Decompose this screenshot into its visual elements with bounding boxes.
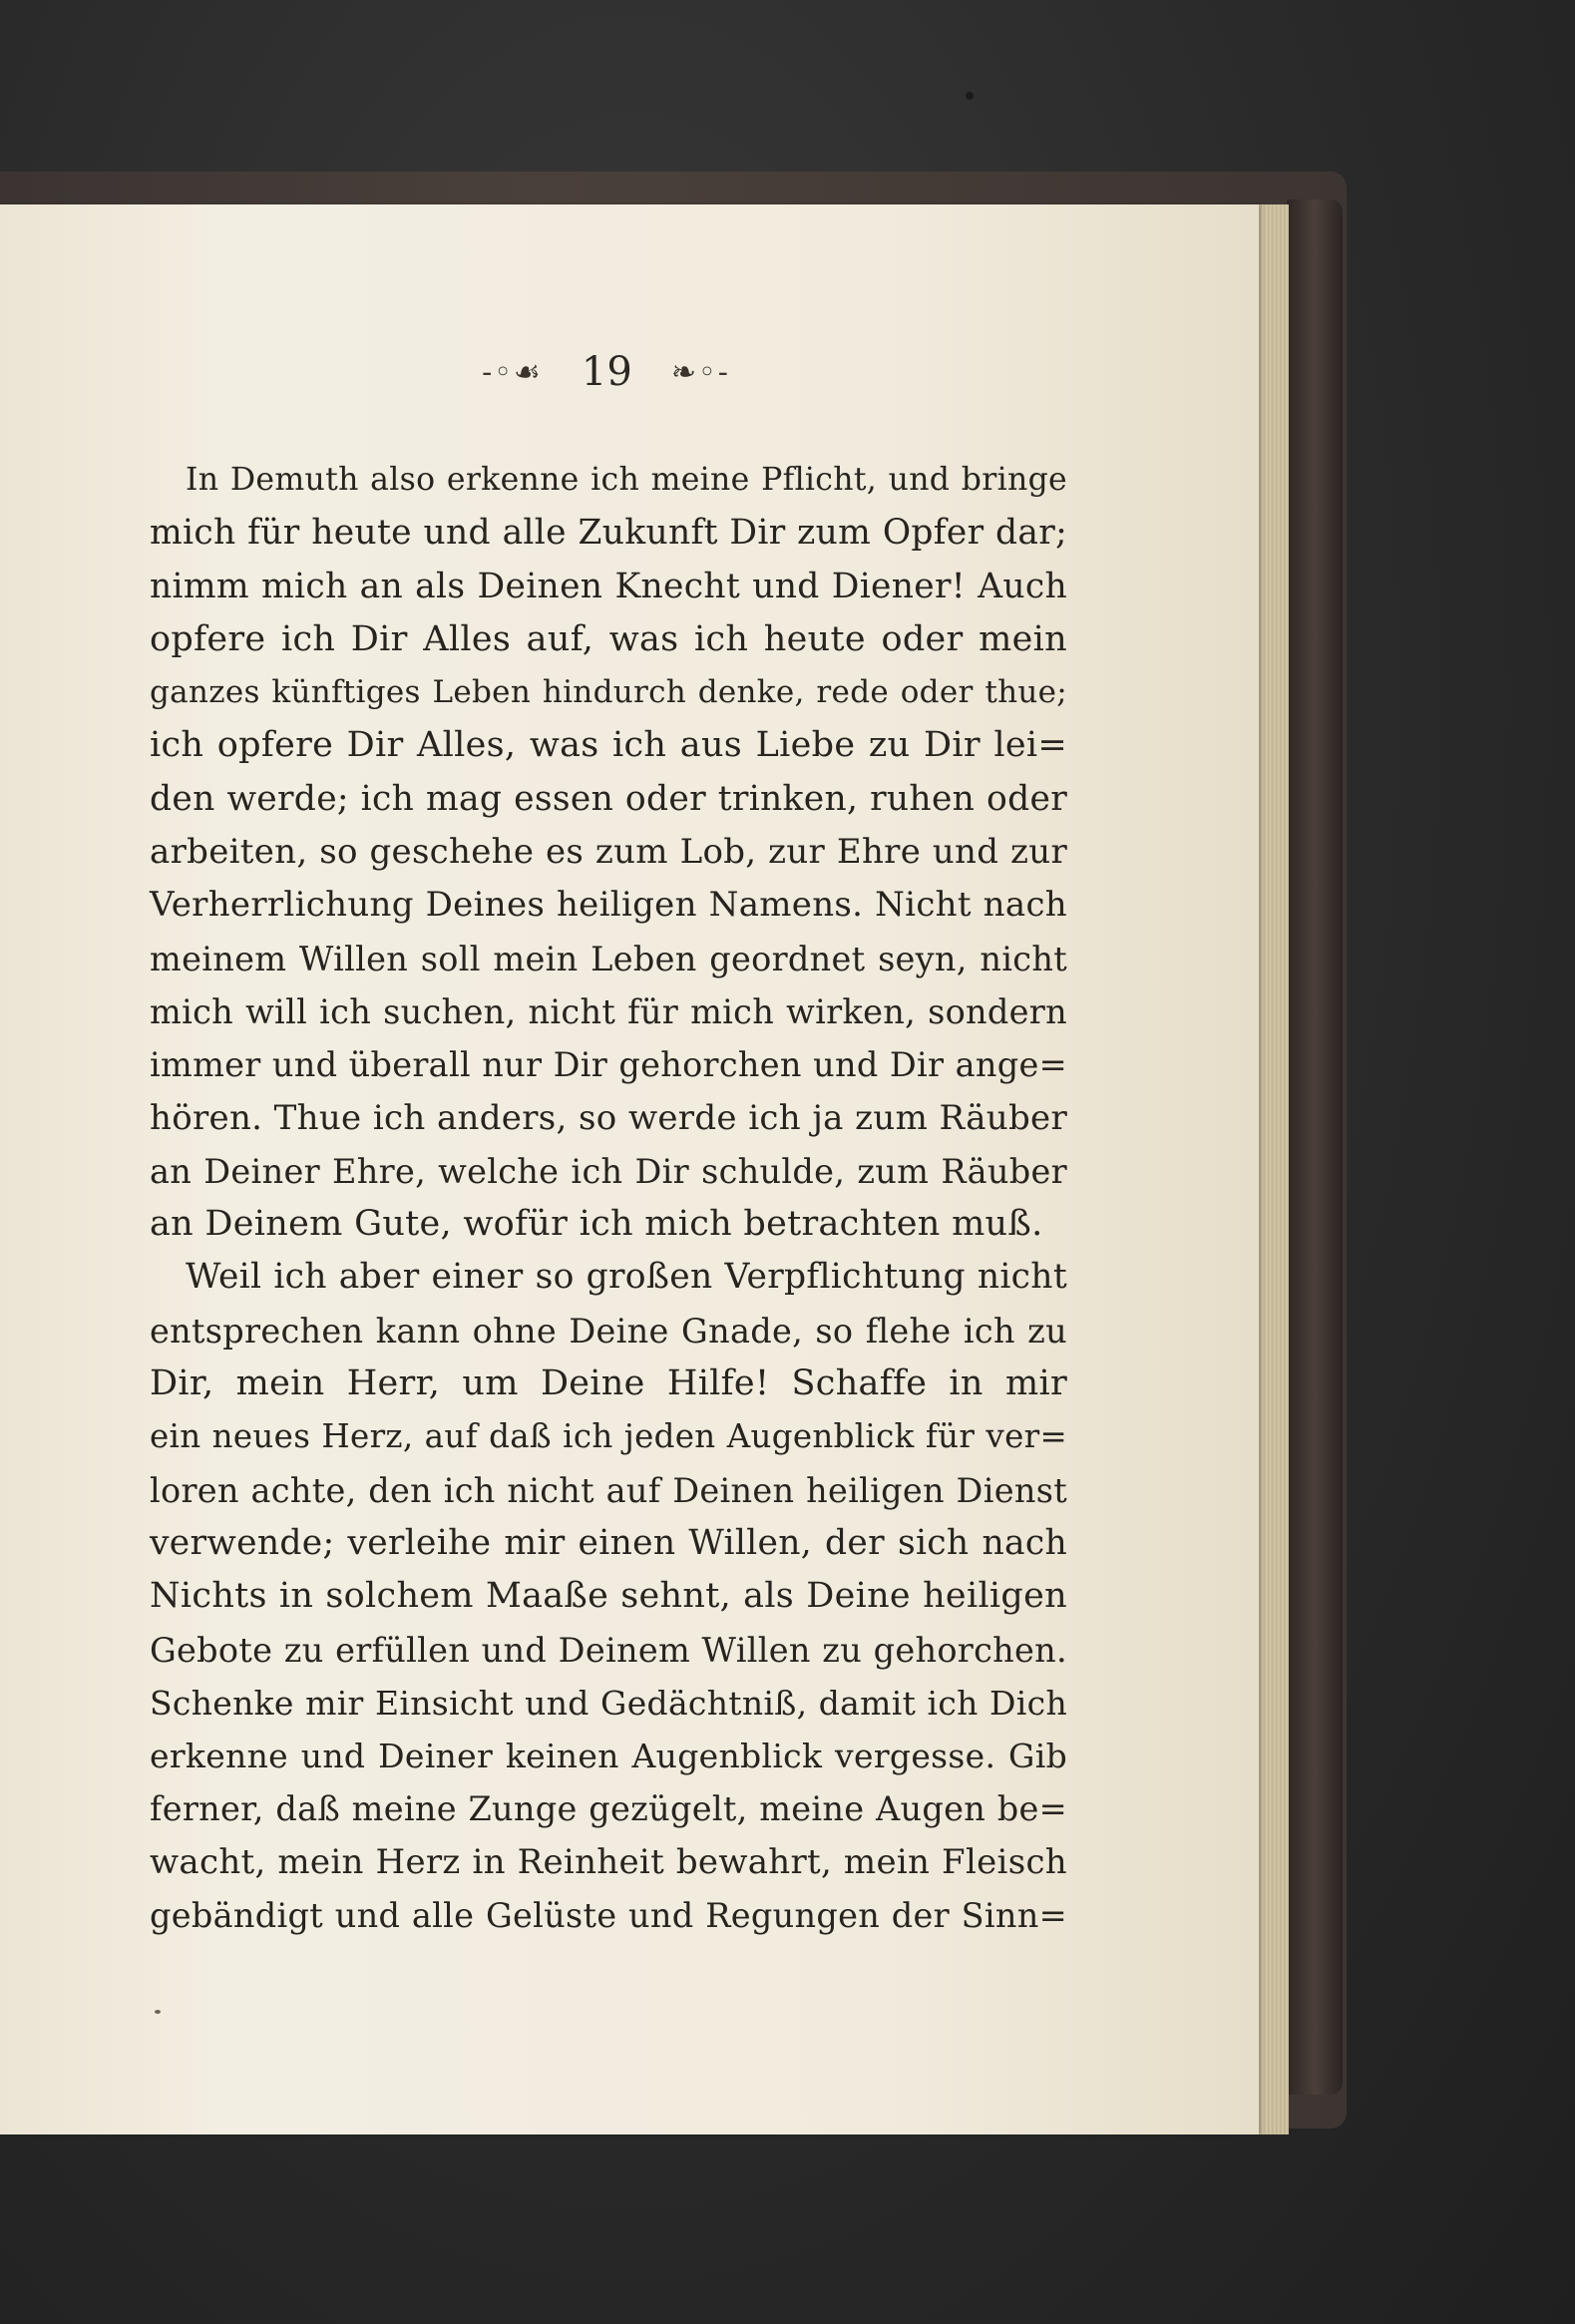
- page-header: [0, 349, 1212, 395]
- text-line: mich will ich suchen, nicht für mich wirken, sondern: [150, 991, 1067, 1031]
- text-line: an Deiner Ehre, welche ich Dir schulde, zum Räuber: [150, 1151, 1067, 1191]
- text-line: meinem Willen soll mein Leben geordnet seyn, nicht: [150, 939, 1067, 978]
- text-line: erkenne und Deiner keinen Augenblick vergesse. Gib: [150, 1737, 1067, 1776]
- paper-mark: [155, 2010, 161, 2014]
- text-line: ferner, daß meine Zunge gezügelt, meine Augen be=: [150, 1789, 1067, 1829]
- text-line: Verherrlichung Deines heiligen Namens. Nicht nach: [150, 885, 1067, 926]
- text-line: opfere ich Dir Alles auf, was ich heute oder mein: [150, 618, 1067, 659]
- text-line: den werde; ich mag essen oder trinken, ruhen oder: [150, 778, 1067, 819]
- text-line: loren achte, den ich nicht auf Deinen heiligen Dienst: [150, 1470, 1067, 1510]
- text-line: ein neues Herz, auf daß ich jeden Augenblick für ver=: [150, 1417, 1067, 1456]
- ornament-right-icon: ❧◦-: [670, 354, 730, 390]
- page-number: 19: [581, 349, 632, 395]
- text-line: arbeiten, so geschehe es zum Lob, zur Ehre und zur: [150, 832, 1067, 873]
- text-line: verwende; verleihe mir einen Willen, der sich nach: [150, 1522, 1067, 1563]
- text-line: ich opfere Dir Alles, was ich aus Liebe zu Dir lei=: [150, 725, 1067, 766]
- text-line: Nichts in solchem Maaße sehnt, als Deine heiligen: [150, 1576, 1067, 1617]
- text-line: hören. Thue ich anders, so werde ich ja zum Räuber: [150, 1097, 1067, 1138]
- text-line: In Demuth also erkenne ich meine Pflicht, und bringe: [186, 462, 1067, 498]
- book-spine-edge: [1287, 199, 1343, 2095]
- body-text: [150, 454, 1067, 1942]
- text-line: an Deinem Gute, wofür ich mich betrachten muß.: [150, 1204, 1043, 1245]
- dust-speck: [966, 92, 974, 100]
- text-line: gebändigt und alle Gelüste und Regungen der Sinn=: [150, 1896, 1067, 1936]
- text-line: Weil ich aber einer so großen Verpflichtung nicht: [186, 1257, 1067, 1298]
- text-line: Gebote zu erfüllen und Deinem Willen zu gehorchen.: [150, 1630, 1067, 1670]
- text-line: mich für heute und alle Zukunft Dir zum Opfer dar;: [150, 513, 1067, 554]
- text-line: Schenke mir Einsicht und Gedächtniß, damit ich Dich: [150, 1683, 1067, 1723]
- text-line: Dir, mein Herr, um Deine Hilfe! Schaffe in mir: [150, 1363, 1067, 1404]
- text-line: immer und überall nur Dir gehorchen und Dir ange=: [150, 1045, 1067, 1085]
- text-line: ganzes künftiges Leben hindurch denke, rede oder thue;: [150, 674, 1067, 711]
- ornament-left-icon: -◦☙: [482, 354, 543, 390]
- text-line: nimm mich an als Deinen Knecht und Diener! Auch: [150, 566, 1067, 606]
- text-line: wacht, mein Herz in Reinheit bewahrt, mein Fleisch: [150, 1841, 1067, 1882]
- text-line: entsprechen kann ohne Deine Gnade, so flehe ich zu: [150, 1311, 1067, 1351]
